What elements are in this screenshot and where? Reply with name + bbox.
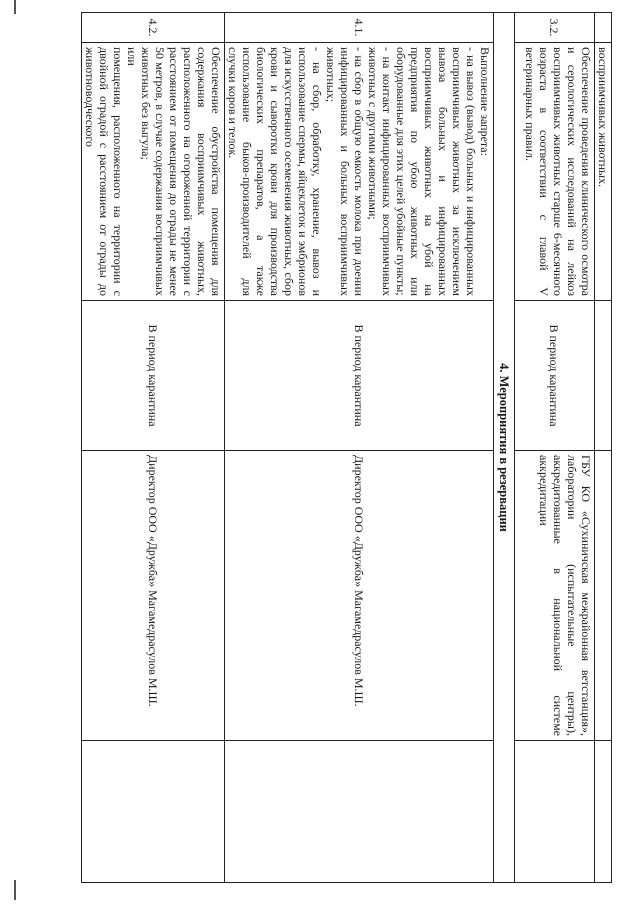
table-row-4-2 — [82, 13, 225, 883]
cell-resp-empty — [595, 451, 612, 741]
scan-edge-mark-bottom — [14, 880, 16, 900]
cell-term-empty — [595, 301, 612, 451]
row-number: 3.2. — [515, 13, 595, 43]
action-line: - на вывоз (вывод) больных и инфицированных восприимчивых животных за исключением вывоза больных и инфицированных восприимчивых животных на убой на предприятия по убою животных или оборудованные для этих целей убойные пункты; — [394, 47, 478, 296]
cell-extra-empty — [225, 741, 494, 883]
action-line: - на сбор, обработку, хранение, вывоз и использование спермы, яйцеклеток и эмбрионов для искусственного осеменения животных, сбор крови и сыворотки крови для производства биологических препаратов, а также использование быков-производителей для случки коров и телок. — [226, 47, 324, 296]
cell-extra-empty — [82, 741, 225, 883]
row-number: 4.1. — [225, 13, 494, 43]
rotated-table-stage — [72, 12, 612, 882]
action-line: или — [125, 47, 139, 66]
cell-extra-empty — [595, 741, 612, 883]
section-header-row — [494, 13, 515, 883]
table-row-continuation — [595, 13, 612, 883]
table-row-4-1 — [225, 13, 494, 883]
responsible-text: Директор ООО «Дружба» Магамедрасулов М.Ш. — [225, 451, 494, 741]
continuation-text: восприимчивых животных. — [596, 47, 610, 188]
row-number: 4.2. — [82, 13, 225, 43]
cell-num-empty — [595, 13, 612, 43]
action-cell — [225, 43, 494, 301]
table-row-3-2 — [515, 13, 595, 883]
responsible-text: Директор ООО «Дружба» Магамедрасулов М.Ш. — [82, 451, 225, 741]
term-text: В период карантина — [82, 301, 225, 451]
cell-extra-empty — [515, 741, 595, 883]
responsible-text: ГБУ КО «Сухиничская межрайонная ветстанция», лаборатории (испытательные центры), аккредитованные в национальной системе аккредитации — [515, 451, 595, 741]
cell-action-continuation — [595, 43, 612, 301]
action-line: помещения, расположенного на территории с двойной оградой с расстоянием от ограды до животноводческого — [83, 47, 125, 296]
action-line: Выполнение запрета: — [478, 47, 492, 156]
action-line: - на сбор в общую емкость молока при доении инфицированных и больных восприимчивых животных; — [324, 47, 366, 296]
action-line: Обеспечение обустройства помещения для содержания восприимчивых животных, расположенного на огороженной территории с расстоянием от помещения до ограды не менее 50 метров, в случае содержания восприимчивых животных без выгула; — [139, 47, 223, 296]
quarantine-measures-table — [81, 12, 612, 883]
action-text: Обеспечение проведения клинического осмотра и серологических исследований на лейкоз восприимчивых животных старше 6-месячного возраста в соответствии с главой V ветеринарных правил. — [515, 43, 595, 301]
term-text: В период карантина — [225, 301, 494, 451]
action-cell — [82, 43, 225, 301]
term-text: В период карантина — [515, 301, 595, 451]
action-line: - на контакт инфицированных восприимчивых животных с другими животными; — [366, 47, 394, 296]
section-title: 4. Мероприятия в резервации — [494, 13, 515, 883]
scan-edge-mark-top — [14, 0, 16, 14]
